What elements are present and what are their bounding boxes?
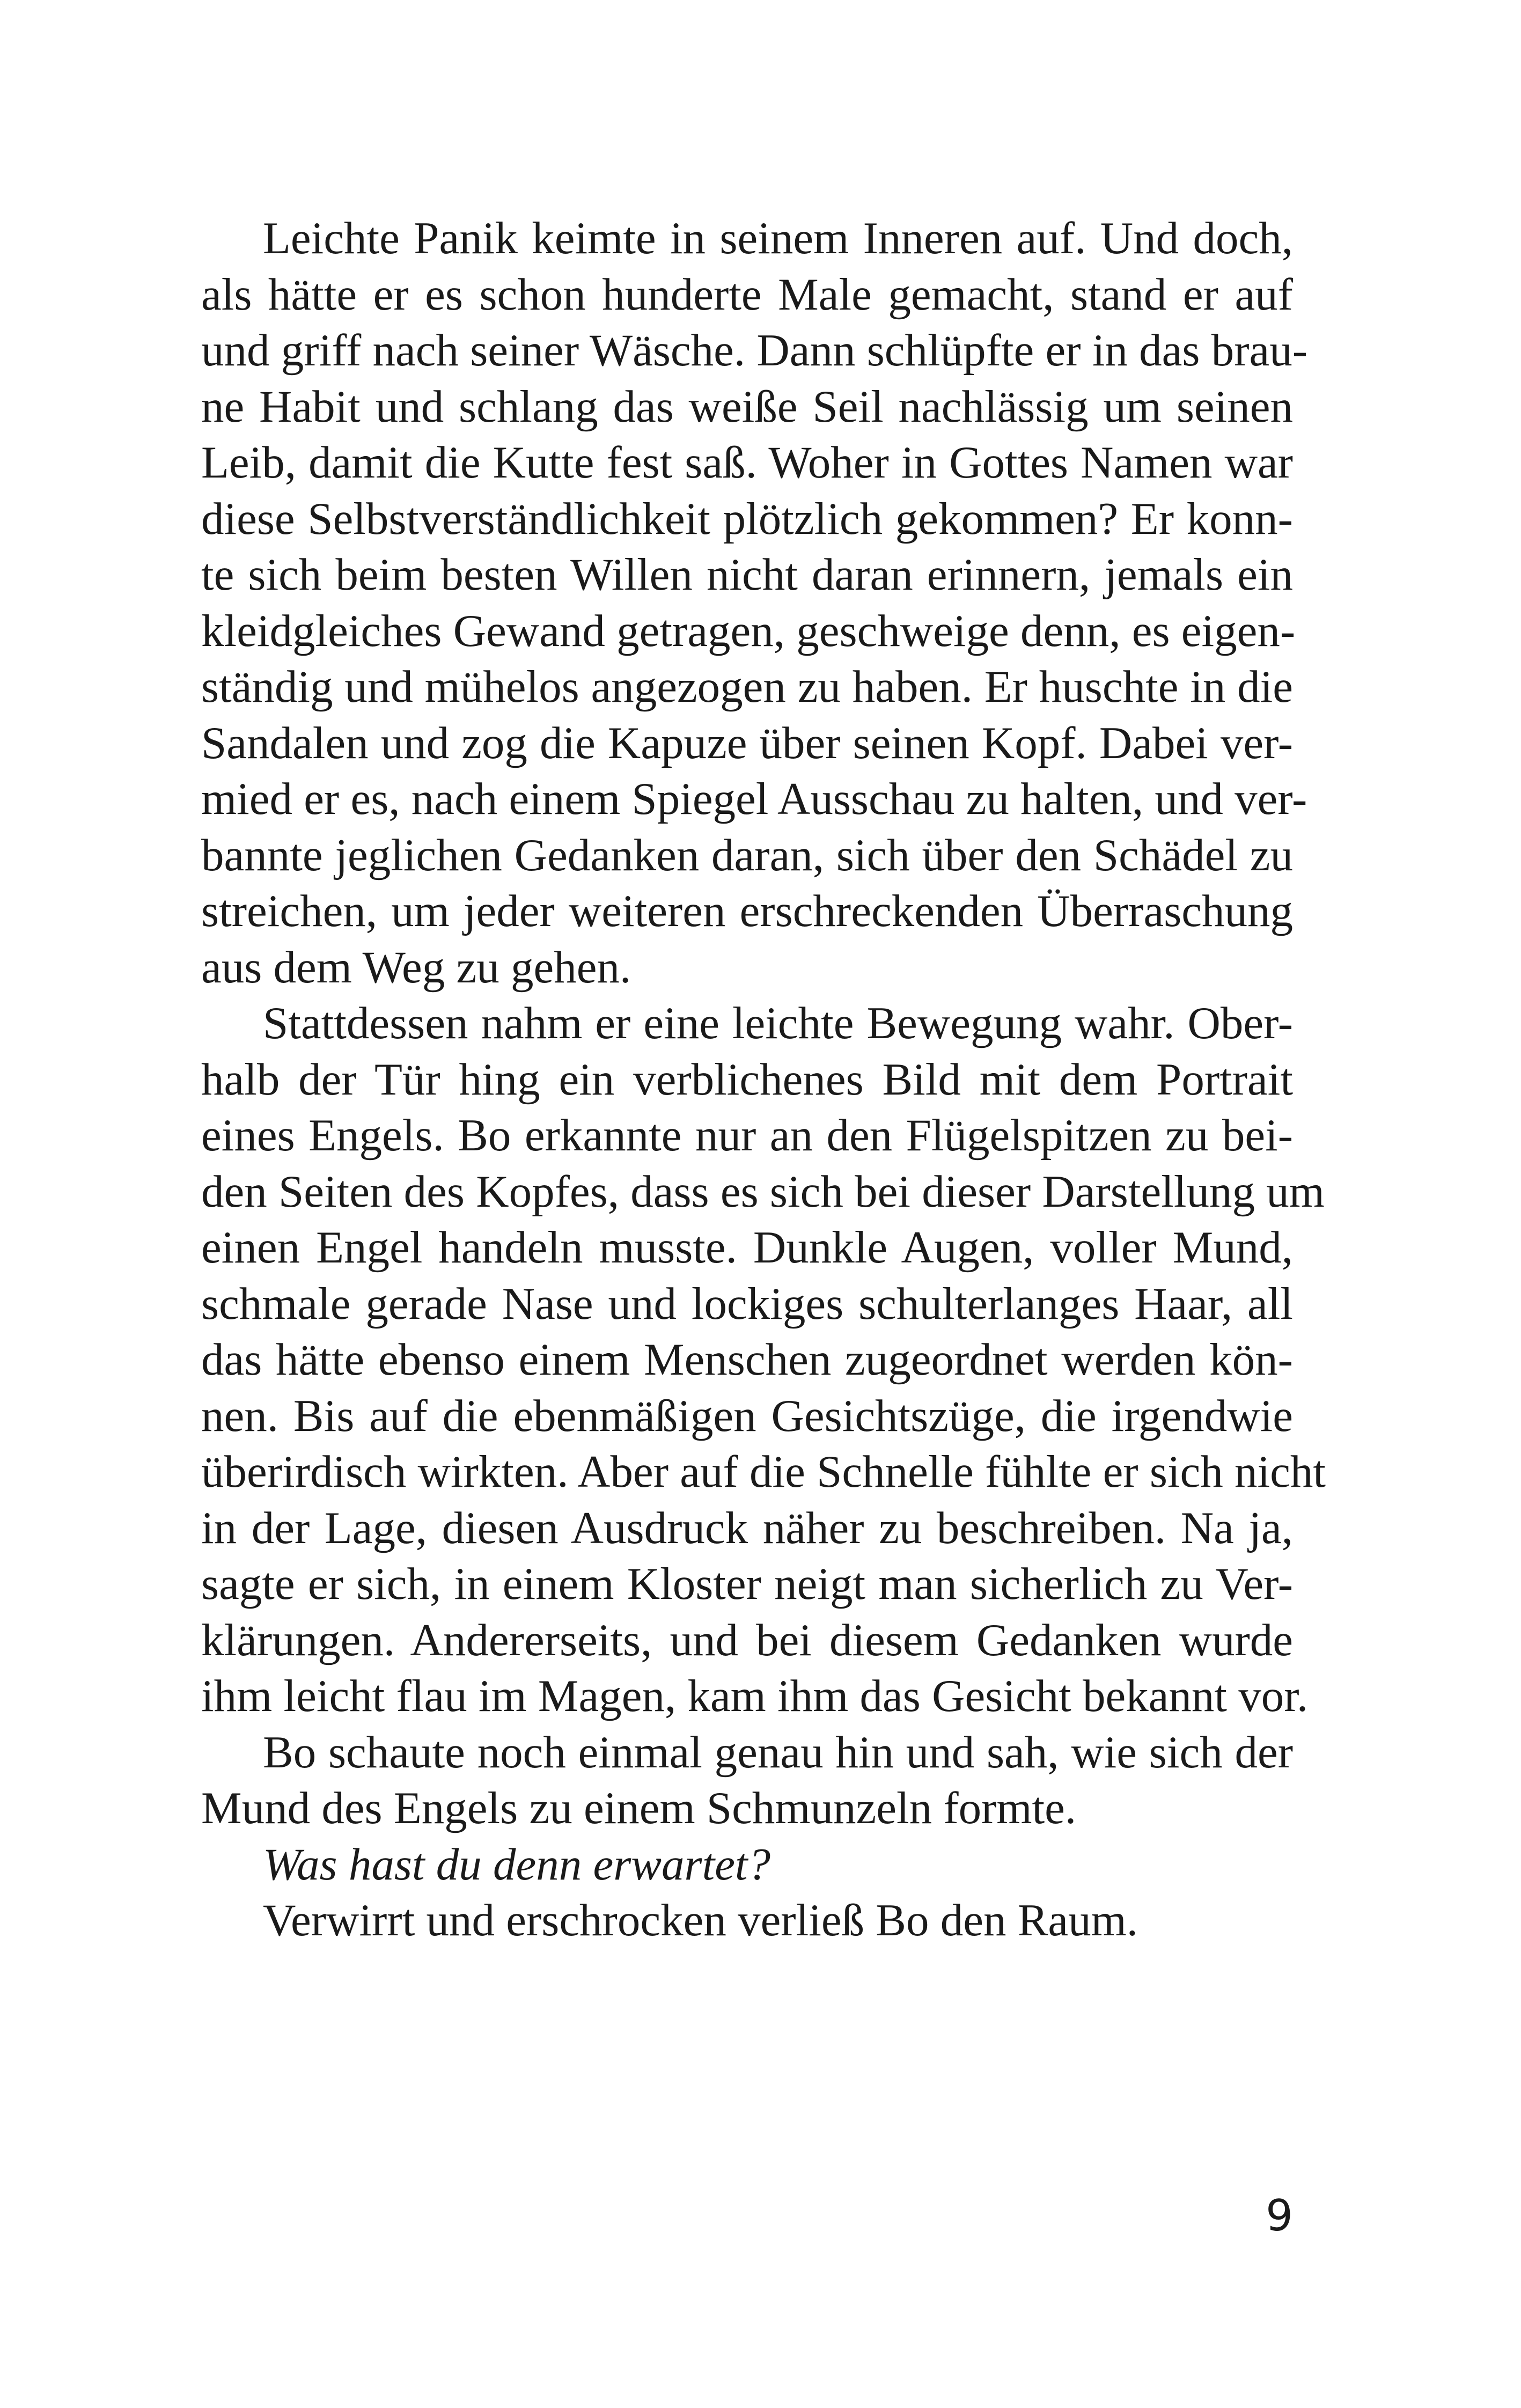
text-line: schmale gerade Nase und lockiges schulterlanges Haar, all [201, 1278, 1293, 1329]
text-line: eines Engels. Bo erkannte nur an den Flügelspitzen zu bei- [201, 1110, 1293, 1161]
text-line: klärungen. Andererseits, und bei diesem Gedanken wurde [201, 1614, 1293, 1665]
text-line: Was hast du denn erwartet? [263, 1839, 771, 1890]
text-line: das hätte ebenso einem Menschen zugeordnet werden kön- [201, 1334, 1293, 1385]
paragraph [201, 210, 1308, 995]
text-line: mied er es, nach einem Spiegel Ausschau zu halten, und ver- [201, 774, 1307, 824]
text-line: Bo schaute noch einmal genau hin und sah, wie sich der [263, 1727, 1293, 1778]
text-line: Leib, damit die Kutte fest saß. Woher in Gottes Namen war [201, 437, 1293, 488]
text-line: den Seiten des Kopfes, dass es sich bei dieser Darstellung um [201, 1166, 1325, 1217]
text-line: überirdisch wirkten. Aber auf die Schnelle fühlte er sich nicht [201, 1447, 1326, 1497]
text-line: bannte jeglichen Gedanken daran, sich über den Schädel zu [201, 829, 1293, 880]
text-line: Stattdessen nahm er eine leichte Bewegung wahr. Ober- [263, 998, 1293, 1048]
text-line: kleidgleiches Gewand getragen, geschweige denn, es eigen- [201, 605, 1296, 656]
text-line: und griff nach seiner Wäsche. Dann schlüpfte er in das brau- [201, 325, 1308, 376]
page-number: 9 [1266, 2191, 1293, 2241]
text-line: diese Selbstverständlichkeit plötzlich gekommen? Er konn- [201, 493, 1293, 544]
text-line: Verwirrt und erschrocken verließ Bo den Raum. [263, 1895, 1138, 1946]
paragraph [201, 995, 1326, 1724]
text-line: te sich beim besten Willen nicht daran erinnern, jemals ein [201, 549, 1293, 600]
text-line: Mund des Engels zu einem Schmunzeln formte. [201, 1783, 1077, 1833]
text-line: in der Lage, diesen Ausdruck näher zu beschreiben. Na ja, [201, 1502, 1293, 1553]
text-line: ne Habit und schlang das weiße Seil nachlässig um seinen [201, 381, 1293, 432]
text-line: aus dem Weg zu gehen. [201, 942, 631, 993]
text-line: streichen, um jeder weiteren erschreckenden Überraschung [201, 886, 1293, 936]
text-line: als hätte er es schon hunderte Male gemacht, stand er auf [201, 269, 1293, 320]
paragraph [201, 1892, 1293, 1949]
text-line: sagte er sich, in einem Kloster neigt man sicherlich zu Ver- [201, 1559, 1293, 1609]
text-line: ständig und mühelos angezogen zu haben. Er huschte in die [201, 662, 1293, 712]
text-line: nen. Bis auf die ebenmäßigen Gesichtszüge, die irgendwie [201, 1390, 1293, 1441]
text-line: einen Engel handeln musste. Dunkle Augen, voller Mund, [201, 1222, 1293, 1273]
text-line: Leichte Panik keimte in seinem Inneren auf. Und doch, [263, 213, 1293, 263]
paragraph [201, 1724, 1293, 1837]
paragraph [201, 1837, 1293, 1893]
text-line: halb der Tür hing ein verblichenes Bild mit dem Portrait [201, 1054, 1293, 1105]
body-text [201, 210, 1326, 1949]
text-line: ihm leicht flau im Magen, kam ihm das Gesicht bekannt vor. [201, 1671, 1309, 1721]
text-line: Sandalen und zog die Kapuze über seinen Kopf. Dabei ver- [201, 717, 1293, 768]
